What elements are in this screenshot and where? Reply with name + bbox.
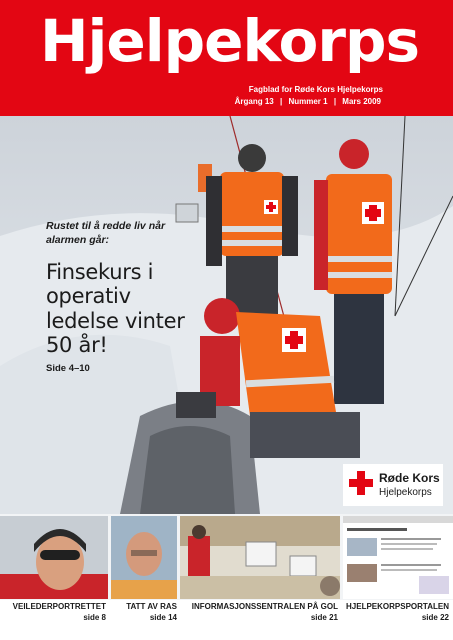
logo-subtitle: Hjelpekorps [379,487,432,498]
caption-page: side 22 [421,612,449,622]
caption-page: side 21 [310,612,338,622]
caption-title: VEILEDERPORTRETTET [12,602,106,611]
magazine-subtitle: Fagblad for Røde Kors Hjelpekorps [248,85,383,94]
caption-page: side 8 [83,612,106,622]
caption-title: HJELPEKORPSPORTALEN [346,602,449,611]
issue-date: Mars 2009 [342,97,381,106]
issue-number: Nummer 1 [288,97,328,106]
cover-kicker: Rustet til å redde liv når alarmen går: [46,220,166,246]
cover-headline: Finsekurs i operativ ledelse vinter 50 år! [46,260,185,357]
red-cross-icon [349,471,373,495]
thumbnail-photo-veilederportrettet [0,516,108,599]
masthead [0,0,453,116]
caption-informasjonssentralen [180,602,338,624]
masthead-subtitle-block [233,84,383,108]
issue-separator: | [333,97,337,106]
caption-veilederportrettet [2,602,106,624]
red-cross-logo [343,464,443,506]
caption-title: INFORMASJONSSENTRALEN PÅ GOL [191,602,338,611]
thumbnail-screenshot-hjelpekorpsportalen [343,516,453,599]
caption-page: side 14 [149,612,177,622]
caption-title: TATT AV RAS [126,602,177,611]
cover-story [46,220,196,374]
caption-tatt-av-ras [111,602,177,624]
thumbnail-photo-informasjonssentralen [180,516,340,599]
thumbnail-photo-tatt-av-ras [111,516,177,599]
thumbnail-captions [0,600,453,640]
issue-volume: Årgang 13 [234,97,274,106]
issue-separator: | [279,97,283,106]
logo-name: Røde Kors [379,471,440,485]
issue-info [233,96,383,108]
caption-hjelpekorpsportalen [343,602,449,624]
cover-page-reference: Side 4–10 [46,362,90,374]
magazine-title: Hjelpekorps [40,7,419,75]
